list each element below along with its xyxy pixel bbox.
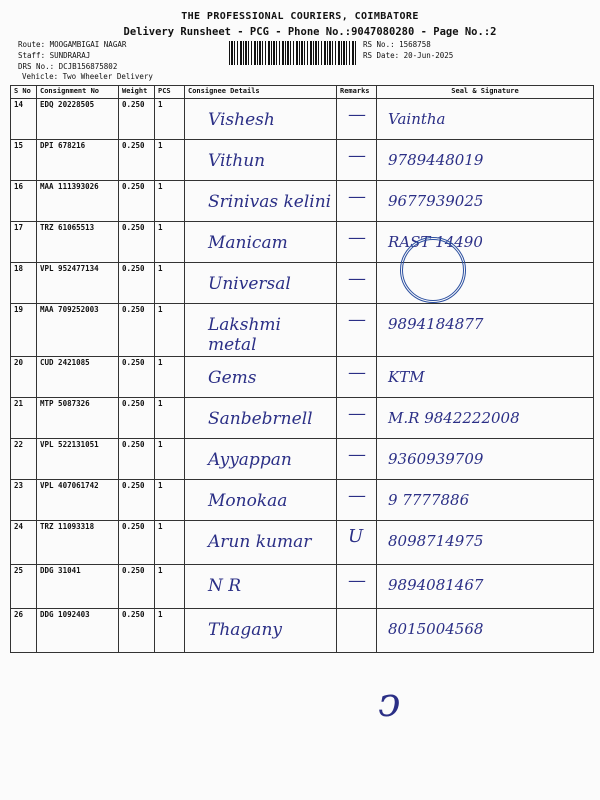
- consignment-no-cell-text: DDG 31041: [40, 566, 81, 575]
- table-row: [11, 222, 594, 263]
- rs-date: RS Date: 20-Jun-2025: [363, 51, 454, 60]
- col-header: PCS: [155, 86, 185, 99]
- signature-cell: [377, 609, 594, 653]
- signature-cell: [377, 398, 594, 439]
- remarks-cell: [337, 565, 377, 609]
- table-row: [11, 99, 594, 140]
- consignment-no-cell: [37, 263, 119, 304]
- table-row: [11, 565, 594, 609]
- pcs-cell-text: 1: [158, 264, 163, 273]
- signature-cell-text: 9894184877: [388, 315, 484, 333]
- sno-cell: [11, 480, 37, 521]
- sno-cell: [11, 263, 37, 304]
- weight-cell: [119, 609, 155, 653]
- consignment-no-cell-text: TRZ 11093318: [40, 522, 95, 531]
- remarks-cell-text: —: [348, 570, 366, 591]
- weight-cell-text: 0.250: [122, 440, 145, 449]
- weight-cell: [119, 222, 155, 263]
- company-seal-stamp: [400, 237, 466, 303]
- weight-cell-text: 0.250: [122, 100, 145, 109]
- drs-info: DRS No.: DCJB156875802: [18, 62, 118, 71]
- sno-cell-text: 25: [14, 566, 24, 575]
- sno-cell: [11, 439, 37, 480]
- consignment-no-cell-text: MAA 709252003: [40, 305, 99, 314]
- consignment-no-cell-text: MTP 5087326: [40, 399, 90, 408]
- signature-cell-text: 8015004568: [388, 620, 484, 638]
- company-title: THE PROFESSIONAL COURIERS, COIMBATORE: [181, 11, 419, 22]
- consignee-cell-text: Universal: [208, 274, 291, 294]
- pcs-cell: [155, 357, 185, 398]
- col-header: Consignee Details: [185, 86, 337, 99]
- sno-cell-text: 26: [14, 610, 24, 619]
- signature-cell: [377, 99, 594, 140]
- consignment-no-cell-text: EDQ 20228505: [40, 100, 95, 109]
- sno-cell: [11, 521, 37, 565]
- remarks-cell: [337, 304, 377, 357]
- pcs-cell: [155, 565, 185, 609]
- pcs-cell: [155, 398, 185, 439]
- remarks-cell-text: —: [348, 268, 366, 289]
- pcs-cell: [155, 439, 185, 480]
- remarks-cell: [337, 99, 377, 140]
- consignment-no-cell: [37, 609, 119, 653]
- pcs-cell-text: 1: [158, 522, 163, 531]
- signature-cell-text: 9 7777886: [388, 491, 470, 509]
- table-row: [11, 140, 594, 181]
- runsheet-subtitle: Delivery Runsheet - PCG - Phone No.:9047080280 - Page No.:2: [123, 26, 497, 38]
- pcs-cell-text: 1: [158, 566, 163, 575]
- signature-cell: [377, 480, 594, 521]
- consignee-cell-text: Srinivas kelini: [208, 192, 332, 212]
- remarks-cell-text: U: [348, 526, 364, 547]
- consignment-no-cell: [37, 140, 119, 181]
- consignee-cell-text: Ayyappan: [208, 450, 292, 470]
- pcs-cell: [155, 521, 185, 565]
- consignee-cell-text: Lakshmi metal: [208, 315, 281, 355]
- pcs-cell-text: 1: [158, 358, 163, 367]
- pcs-cell-text: 1: [158, 440, 163, 449]
- consignee-cell: [185, 99, 337, 140]
- pcs-cell-text: 1: [158, 100, 163, 109]
- weight-cell-text: 0.250: [122, 566, 145, 575]
- pcs-cell: [155, 304, 185, 357]
- weight-cell-text: 0.250: [122, 399, 145, 408]
- pcs-cell-text: 1: [158, 610, 163, 619]
- sno-cell-text: 22: [14, 440, 24, 449]
- consignment-no-cell-text: TRZ 61065513: [40, 223, 95, 232]
- weight-cell-text: 0.250: [122, 182, 145, 191]
- remarks-cell-text: —: [348, 104, 366, 125]
- weight-cell-text: 0.250: [122, 522, 145, 531]
- pcs-cell: [155, 480, 185, 521]
- table-row: [11, 439, 594, 480]
- consignee-cell: [185, 140, 337, 181]
- remarks-cell: [337, 222, 377, 263]
- sno-cell-text: 23: [14, 481, 24, 490]
- remarks-cell: [337, 398, 377, 439]
- col-header: Consignment No: [37, 86, 119, 99]
- consignee-cell-text: Sanbebrnell: [208, 409, 313, 429]
- consignment-no-cell-text: VPL 407061742: [40, 481, 99, 490]
- signature-cell: [377, 521, 594, 565]
- remarks-cell-text: —: [348, 227, 366, 248]
- signature-cell-text: 9677939025: [388, 192, 484, 210]
- consignee-cell: [185, 521, 337, 565]
- sno-cell-text: 15: [14, 141, 24, 150]
- sno-cell: [11, 181, 37, 222]
- table-row: [11, 304, 594, 357]
- consignment-no-cell: [37, 521, 119, 565]
- remarks-cell: [337, 357, 377, 398]
- weight-cell: [119, 480, 155, 521]
- remarks-cell: [337, 140, 377, 181]
- weight-cell: [119, 181, 155, 222]
- weight-cell-text: 0.250: [122, 358, 145, 367]
- pcs-cell: [155, 99, 185, 140]
- consignee-cell: [185, 263, 337, 304]
- pcs-cell-text: 1: [158, 141, 163, 150]
- consignee-cell-text: Arun kumar: [208, 532, 312, 552]
- weight-cell: [119, 304, 155, 357]
- weight-cell: [119, 521, 155, 565]
- weight-cell: [119, 357, 155, 398]
- signature-cell: [377, 357, 594, 398]
- sno-cell-text: 17: [14, 223, 24, 232]
- consignee-cell-text: Thagany: [208, 620, 282, 640]
- consignment-no-cell: [37, 181, 119, 222]
- col-header: S No: [11, 86, 37, 99]
- consignee-cell: [185, 565, 337, 609]
- sno-cell-text: 24: [14, 522, 24, 531]
- table-row: [11, 263, 594, 304]
- weight-cell-text: 0.250: [122, 141, 145, 150]
- sno-cell-text: 16: [14, 182, 24, 191]
- pcs-cell: [155, 181, 185, 222]
- consignment-no-cell-text: DDG 1092403: [40, 610, 90, 619]
- remarks-cell-text: —: [348, 186, 366, 207]
- table-header-row: [11, 86, 594, 99]
- rs-number: RS No.: 1568758: [363, 40, 431, 49]
- weight-cell-text: 0.250: [122, 305, 145, 314]
- sno-cell-text: 14: [14, 100, 24, 109]
- table-row: [11, 181, 594, 222]
- pcs-cell: [155, 263, 185, 304]
- consignment-no-cell-text: MAA 111393026: [40, 182, 99, 191]
- remarks-cell-text: —: [348, 485, 366, 506]
- remarks-cell-text: —: [348, 403, 366, 424]
- sno-cell-text: 19: [14, 305, 24, 314]
- consignee-cell: [185, 439, 337, 480]
- remarks-cell: [337, 181, 377, 222]
- pcs-cell-text: 1: [158, 399, 163, 408]
- signature-cell-text: RAST 14490: [388, 233, 483, 251]
- remarks-cell-text: —: [348, 444, 366, 465]
- weight-cell: [119, 565, 155, 609]
- consignee-cell: [185, 609, 337, 653]
- signature-cell-text: 8098714975: [388, 532, 484, 550]
- remarks-cell-text: —: [348, 362, 366, 383]
- consignee-cell: [185, 222, 337, 263]
- table-row: [11, 521, 594, 565]
- consignment-no-cell-text: CUD 2421085: [40, 358, 90, 367]
- signature-cell-text: 9789448019: [388, 151, 484, 169]
- remarks-cell: [337, 480, 377, 521]
- sno-cell: [11, 357, 37, 398]
- consignee-cell: [185, 181, 337, 222]
- sno-cell-text: 21: [14, 399, 24, 408]
- col-header: Weight: [119, 86, 155, 99]
- pcs-cell: [155, 609, 185, 653]
- consignment-no-cell: [37, 565, 119, 609]
- pcs-cell: [155, 222, 185, 263]
- sno-cell: [11, 99, 37, 140]
- consignee-cell: [185, 398, 337, 439]
- signature-cell-text: 9894081467: [388, 576, 484, 594]
- consignee-cell-text: N R: [208, 576, 242, 596]
- route-info: Route: MOOGAMBIGAI NAGAR: [18, 40, 127, 49]
- table-row: [11, 398, 594, 439]
- consignee-cell-text: Manicam: [208, 233, 288, 253]
- remarks-cell: [337, 609, 377, 653]
- signature-cell-text: Vaintha: [388, 110, 446, 128]
- consignee-cell: [185, 480, 337, 521]
- sno-cell: [11, 140, 37, 181]
- consignment-no-cell: [37, 222, 119, 263]
- weight-cell: [119, 263, 155, 304]
- table-row: [11, 357, 594, 398]
- consignee-cell: [185, 304, 337, 357]
- signature-cell-text: KTM: [388, 368, 425, 386]
- sno-cell: [11, 565, 37, 609]
- signature-cell: [377, 304, 594, 357]
- barcode-image: [229, 41, 357, 65]
- consignment-no-cell: [37, 398, 119, 439]
- sno-cell-text: 20: [14, 358, 24, 367]
- weight-cell-text: 0.250: [122, 223, 145, 232]
- pcs-cell-text: 1: [158, 223, 163, 232]
- table-row: [11, 609, 594, 653]
- col-header: Seal & Signature: [377, 86, 594, 99]
- remarks-cell: [337, 439, 377, 480]
- consignment-no-cell: [37, 480, 119, 521]
- consignment-no-cell: [37, 99, 119, 140]
- remarks-cell: [337, 521, 377, 565]
- remarks-cell-text: —: [348, 309, 366, 330]
- weight-cell-text: 0.250: [122, 264, 145, 273]
- pcs-cell: [155, 140, 185, 181]
- consignee-cell-text: Gems: [208, 368, 257, 388]
- consignee-cell-text: Vishesh: [208, 110, 275, 130]
- signature-cell-text: M.R 9842222008: [388, 409, 520, 427]
- remarks-cell: [337, 263, 377, 304]
- signature-cell: [377, 140, 594, 181]
- signature-cell-text: 9360939709: [388, 450, 484, 468]
- col-header: Remarks: [337, 86, 377, 99]
- consignee-cell: [185, 357, 337, 398]
- signature-cell: [377, 439, 594, 480]
- runsheet-table: [10, 85, 594, 653]
- consignment-no-cell-text: DPI 678216: [40, 141, 86, 150]
- pcs-cell-text: 1: [158, 305, 163, 314]
- consignment-no-cell: [37, 357, 119, 398]
- consignee-cell-text: Vithun: [208, 151, 266, 171]
- signature-cell: [377, 181, 594, 222]
- sno-cell: [11, 222, 37, 263]
- weight-cell: [119, 140, 155, 181]
- bottom-signature: ↄ: [378, 680, 401, 726]
- weight-cell: [119, 439, 155, 480]
- weight-cell-text: 0.250: [122, 481, 145, 490]
- vehicle-info: Vehicle: Two Wheeler Delivery: [22, 72, 153, 81]
- weight-cell: [119, 398, 155, 439]
- table-row: [11, 480, 594, 521]
- weight-cell: [119, 99, 155, 140]
- sno-cell-text: 18: [14, 264, 24, 273]
- signature-cell: [377, 565, 594, 609]
- pcs-cell-text: 1: [158, 182, 163, 191]
- consignment-no-cell-text: VPL 522131051: [40, 440, 99, 449]
- weight-cell-text: 0.250: [122, 610, 145, 619]
- sno-cell: [11, 398, 37, 439]
- remarks-cell-text: —: [348, 145, 366, 166]
- consignment-no-cell: [37, 304, 119, 357]
- consignment-no-cell-text: VPL 952477134: [40, 264, 99, 273]
- staff-info: Staff: SUNDRARAJ: [18, 51, 91, 60]
- pcs-cell-text: 1: [158, 481, 163, 490]
- consignee-cell-text: Monokaa: [208, 491, 288, 511]
- sno-cell: [11, 304, 37, 357]
- sno-cell: [11, 609, 37, 653]
- consignment-no-cell: [37, 439, 119, 480]
